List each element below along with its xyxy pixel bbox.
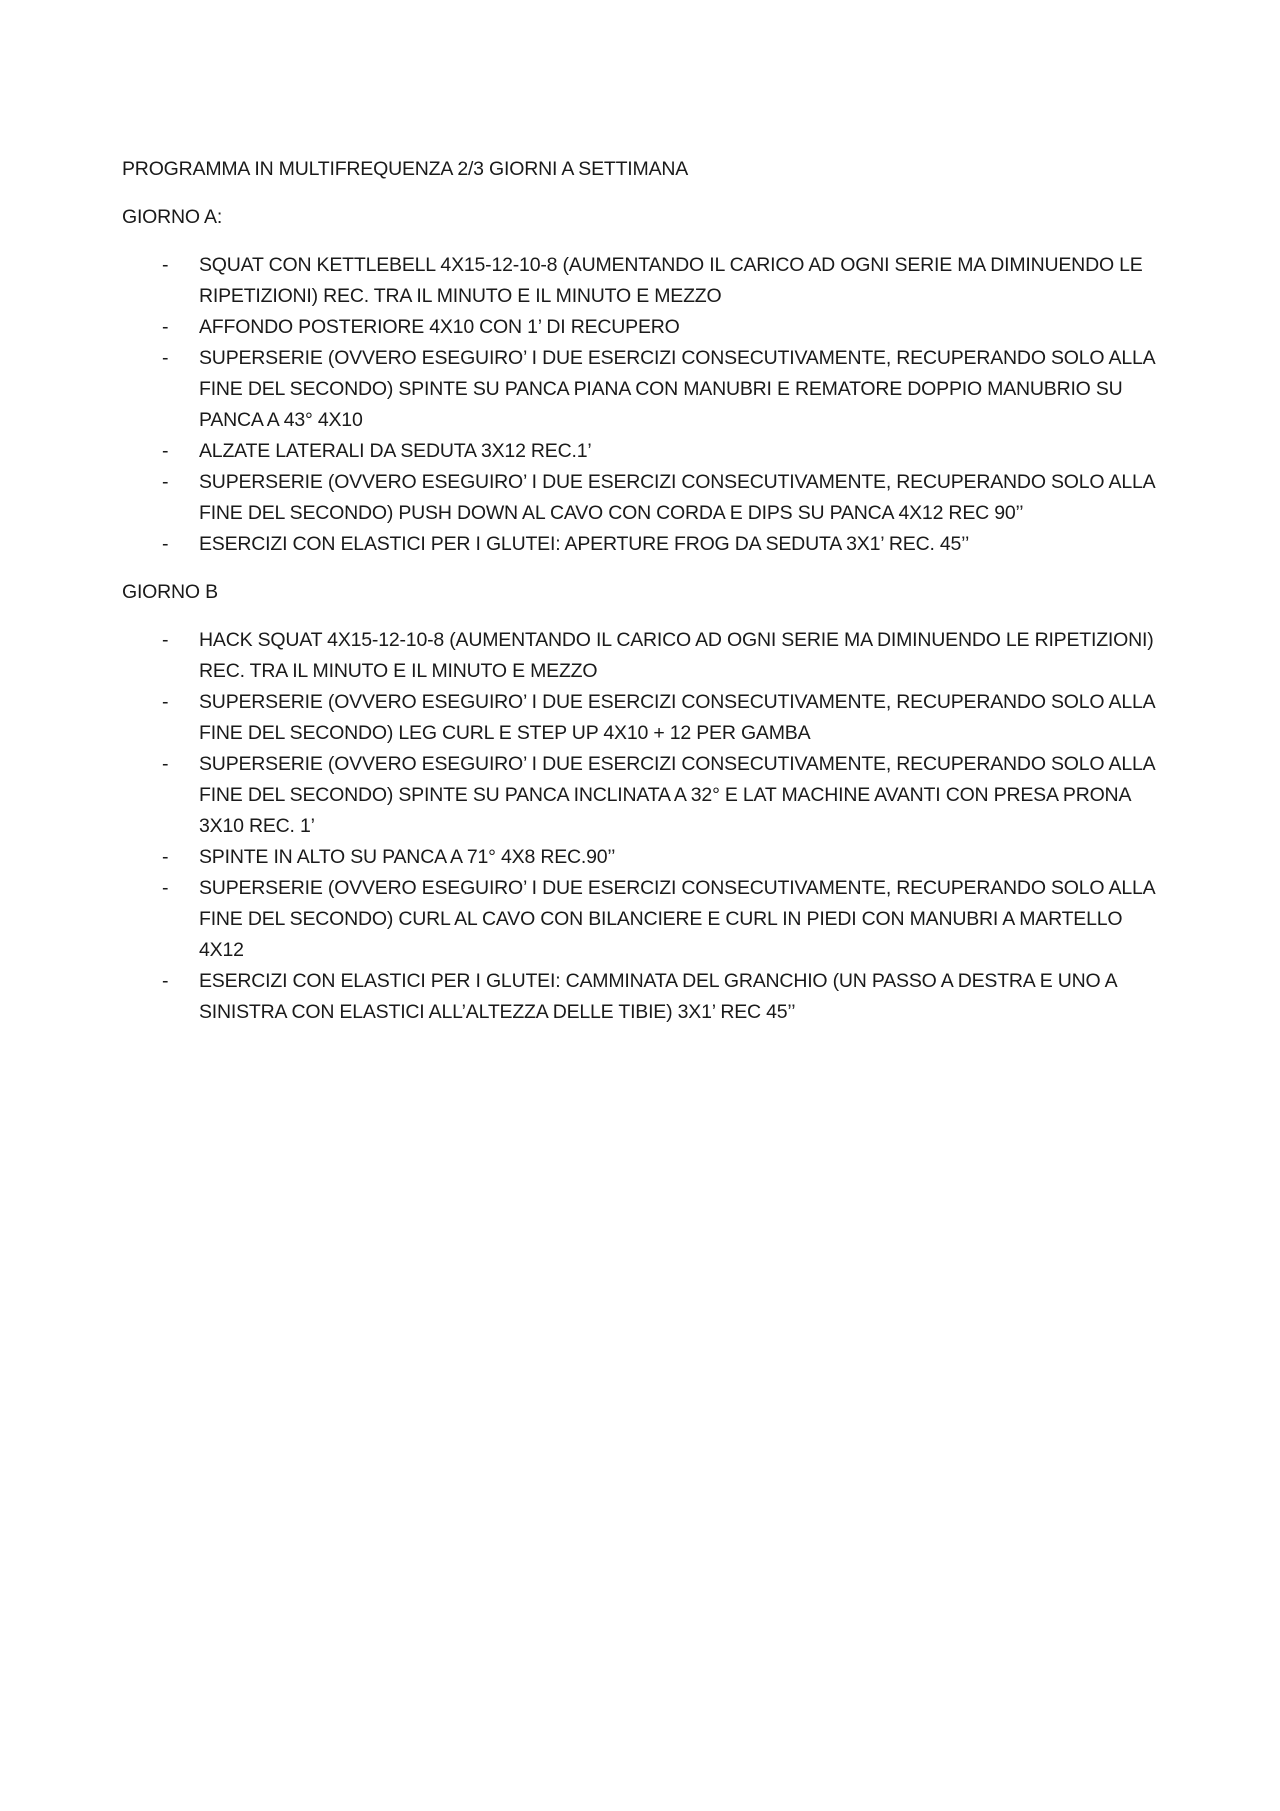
list-item xyxy=(122,842,1172,873)
exercise-text: SUPERSERIE (OVVERO ESEGUIRO’ I DUE ESERCIZI CONSECUTIVAMENTE, RECUPERANDO SOLO ALLA FINE DEL SECONDO) SPINTE SU PANCA PIANA CON MANUBRI E REMATORE DOPPIO MANUBRIO SU PANCA A 43° 4X10 xyxy=(199,347,1155,431)
list-item xyxy=(122,436,1172,467)
list-item xyxy=(122,250,1172,312)
bullet-dash: - xyxy=(162,533,169,555)
bullet-dash: - xyxy=(162,316,169,338)
bullet-dash: - xyxy=(162,471,169,493)
list-item xyxy=(122,343,1172,436)
list-item xyxy=(122,312,1172,343)
exercise-text: ESERCIZI CON ELASTICI PER I GLUTEI: APERTURE FROG DA SEDUTA 3X1’ REC. 45’’ xyxy=(199,533,970,555)
document-title: PROGRAMMA IN MULTIFREQUENZA 2/3 GIORNI A SETTIMANA xyxy=(122,158,689,180)
bullet-dash: - xyxy=(162,877,169,899)
exercise-text: SPINTE IN ALTO SU PANCA A 71° 4X8 REC.90’’ xyxy=(199,846,616,868)
exercise-text: SQUAT CON KETTLEBELL 4X15-12-10-8 (AUMENTANDO IL CARICO AD OGNI SERIE MA DIMINUENDO LE RIPETIZIONI) REC. TRA IL MINUTO E IL MINUTO E MEZZO xyxy=(199,254,1143,307)
exercise-text: SUPERSERIE (OVVERO ESEGUIRO’ I DUE ESERCIZI CONSECUTIVAMENTE, RECUPERANDO SOLO ALLA FINE DEL SECONDO) CURL AL CAVO CON BILANCIERE E CURL IN PIEDI CON MANUBRI A MARTELLO 4X12 xyxy=(199,877,1155,961)
exercise-text: HACK SQUAT 4X15-12-10-8 (AUMENTANDO IL CARICO AD OGNI SERIE MA DIMINUENDO LE RIPETIZIONI) REC. TRA IL MINUTO E IL MINUTO E MEZZO xyxy=(199,629,1154,682)
exercise-text: AFFONDO POSTERIORE 4X10 CON 1’ DI RECUPERO xyxy=(199,316,680,338)
document-body xyxy=(122,154,1172,1045)
exercise-text: ESERCIZI CON ELASTICI PER I GLUTEI: CAMMINATA DEL GRANCHIO (UN PASSO A DESTRA E UNO A SINISTRA CON ELASTICI ALL’ALTEZZA DELLE TIBIE) 3X1’ REC 45’’ xyxy=(199,970,1117,1023)
bullet-dash: - xyxy=(162,753,169,775)
exercise-text: SUPERSERIE (OVVERO ESEGUIRO’ I DUE ESERCIZI CONSECUTIVAMENTE, RECUPERANDO SOLO ALLA FINE DEL SECONDO) PUSH DOWN AL CAVO CON CORDA E DIPS SU PANCA 4X12 REC 90’’ xyxy=(199,471,1155,524)
list-item xyxy=(122,529,1172,560)
bullet-dash: - xyxy=(162,691,169,713)
day-b-exercise-list xyxy=(122,625,1172,1028)
bullet-dash: - xyxy=(162,440,169,462)
day-a-heading: GIORNO A: xyxy=(122,206,223,228)
exercise-text: ALZATE LATERALI DA SEDUTA 3X12 REC.1’ xyxy=(199,440,592,462)
list-item xyxy=(122,749,1172,842)
bullet-dash: - xyxy=(162,846,169,868)
list-item xyxy=(122,467,1172,529)
list-item xyxy=(122,873,1172,966)
day-b-heading: GIORNO B xyxy=(122,581,218,603)
bullet-dash: - xyxy=(162,347,169,369)
exercise-text: SUPERSERIE (OVVERO ESEGUIRO’ I DUE ESERCIZI CONSECUTIVAMENTE, RECUPERANDO SOLO ALLA FINE DEL SECONDO) LEG CURL E STEP UP 4X10 + 12 PER GAMBA xyxy=(199,691,1155,744)
list-item xyxy=(122,966,1172,1028)
bullet-dash: - xyxy=(162,970,169,992)
list-item xyxy=(122,687,1172,749)
bullet-dash: - xyxy=(162,254,169,276)
day-a-exercise-list xyxy=(122,250,1172,560)
exercise-text: SUPERSERIE (OVVERO ESEGUIRO’ I DUE ESERCIZI CONSECUTIVAMENTE, RECUPERANDO SOLO ALLA FINE DEL SECONDO) SPINTE SU PANCA INCLINATA A 32° E LAT MACHINE AVANTI CON PRESA PRONA 3X10 REC. 1’ xyxy=(199,753,1155,837)
bullet-dash: - xyxy=(162,629,169,651)
list-item xyxy=(122,625,1172,687)
